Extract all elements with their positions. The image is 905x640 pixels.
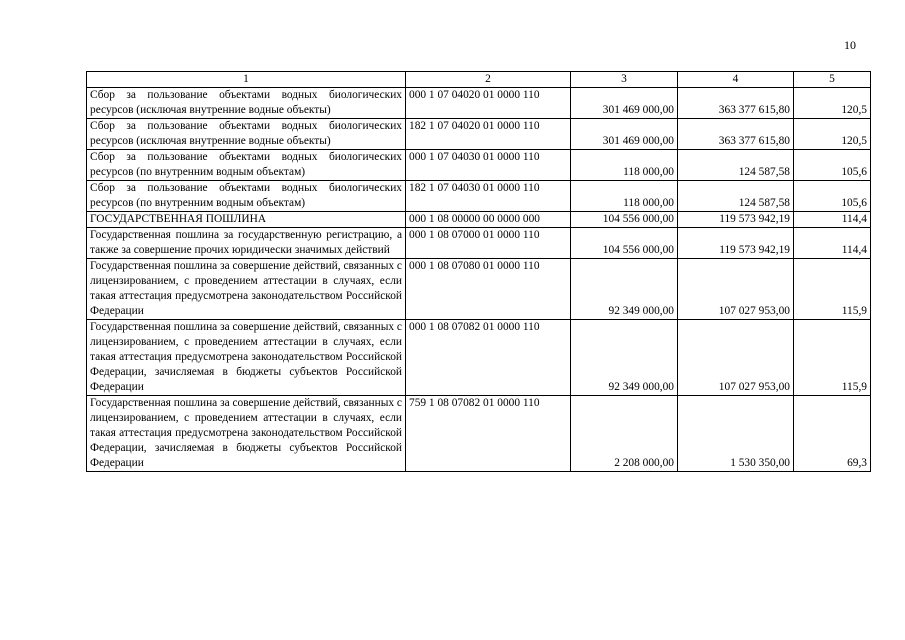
header-cell: 3 — [571, 72, 678, 88]
planned-amount-cell: 118 000,00 — [571, 181, 678, 212]
actual-amount-cell: 124 587,58 — [678, 181, 794, 212]
revenue-name-cell: Государственная пошлина за совершение действий, связанных с лицензированием, с проведением аттестации в случаях, если такая аттестация предусмотрена законодательством Российской Федерации, зачисляемая в бюджеты субъектов Российской Федерации — [87, 396, 406, 472]
actual-amount-cell: 1 530 350,00 — [678, 396, 794, 472]
header-cell: 1 — [87, 72, 406, 88]
budget-code-cell: 182 1 07 04030 01 0000 110 — [406, 181, 571, 212]
table-row — [87, 228, 871, 259]
budget-code-cell: 000 1 08 07080 01 0000 110 — [406, 259, 571, 320]
table-row — [87, 320, 871, 396]
actual-amount-cell: 124 587,58 — [678, 150, 794, 181]
budget-code-cell: 000 1 08 07000 01 0000 110 — [406, 228, 571, 259]
planned-amount-cell: 92 349 000,00 — [571, 320, 678, 396]
revenue-name-cell: Сбор за пользование объектами водных биологических ресурсов (по внутренним водным объектам) — [87, 181, 406, 212]
revenue-name-cell: Государственная пошлина за совершение действий, связанных с лицензированием, с проведением аттестации в случаях, если такая аттестация предусмотрена законодательством Российской Федерации, зачисляемая в бюджеты субъектов Российской Федерации — [87, 320, 406, 396]
revenue-name-cell: Государственная пошлина за государственную регистрацию, а также за совершение прочих юридически значимых действий — [87, 228, 406, 259]
execution-percent-cell: 120,5 — [794, 119, 871, 150]
actual-amount-cell: 107 027 953,00 — [678, 320, 794, 396]
planned-amount-cell: 104 556 000,00 — [571, 228, 678, 259]
budget-code-cell: 000 1 08 00000 00 0000 000 — [406, 212, 571, 228]
actual-amount-cell: 363 377 615,80 — [678, 119, 794, 150]
header-cell: 4 — [678, 72, 794, 88]
table-header-row — [87, 72, 871, 88]
execution-percent-cell: 69,3 — [794, 396, 871, 472]
execution-percent-cell: 115,9 — [794, 259, 871, 320]
budget-code-cell: 000 1 08 07082 01 0000 110 — [406, 320, 571, 396]
actual-amount-cell: 119 573 942,19 — [678, 228, 794, 259]
planned-amount-cell: 104 556 000,00 — [571, 212, 678, 228]
actual-amount-cell: 363 377 615,80 — [678, 88, 794, 119]
execution-percent-cell: 120,5 — [794, 88, 871, 119]
budget-revenue-table — [86, 71, 871, 472]
planned-amount-cell: 118 000,00 — [571, 150, 678, 181]
table-row — [87, 212, 871, 228]
revenue-name-cell: Сбор за пользование объектами водных биологических ресурсов (исключая внутренние водные объекты) — [87, 88, 406, 119]
table-row — [87, 119, 871, 150]
table-row — [87, 396, 871, 472]
planned-amount-cell: 301 469 000,00 — [571, 88, 678, 119]
page-number: 10 — [844, 38, 856, 52]
budget-code-cell: 000 1 07 04020 01 0000 110 — [406, 88, 571, 119]
revenue-name-cell: Сбор за пользование объектами водных биологических ресурсов (исключая внутренние водные объекты) — [87, 119, 406, 150]
table-row — [87, 259, 871, 320]
table-row — [87, 88, 871, 119]
revenue-name-cell: Государственная пошлина за совершение действий, связанных с лицензированием, с проведением аттестации в случаях, если такая аттестация предусмотрена законодательством Российской Федерации — [87, 259, 406, 320]
execution-percent-cell: 114,4 — [794, 212, 871, 228]
table-row — [87, 150, 871, 181]
actual-amount-cell: 119 573 942,19 — [678, 212, 794, 228]
execution-percent-cell: 114,4 — [794, 228, 871, 259]
table-row — [87, 181, 871, 212]
planned-amount-cell: 2 208 000,00 — [571, 396, 678, 472]
planned-amount-cell: 301 469 000,00 — [571, 119, 678, 150]
header-cell: 5 — [794, 72, 871, 88]
execution-percent-cell: 115,9 — [794, 320, 871, 396]
planned-amount-cell: 92 349 000,00 — [571, 259, 678, 320]
actual-amount-cell: 107 027 953,00 — [678, 259, 794, 320]
execution-percent-cell: 105,6 — [794, 150, 871, 181]
budget-code-cell: 000 1 07 04030 01 0000 110 — [406, 150, 571, 181]
revenue-name-cell: ГОСУДАРСТВЕННАЯ ПОШЛИНА — [87, 212, 406, 228]
header-cell: 2 — [406, 72, 571, 88]
budget-code-cell: 182 1 07 04020 01 0000 110 — [406, 119, 571, 150]
budget-code-cell: 759 1 08 07082 01 0000 110 — [406, 396, 571, 472]
revenue-name-cell: Сбор за пользование объектами водных биологических ресурсов (по внутренним водным объектам) — [87, 150, 406, 181]
execution-percent-cell: 105,6 — [794, 181, 871, 212]
